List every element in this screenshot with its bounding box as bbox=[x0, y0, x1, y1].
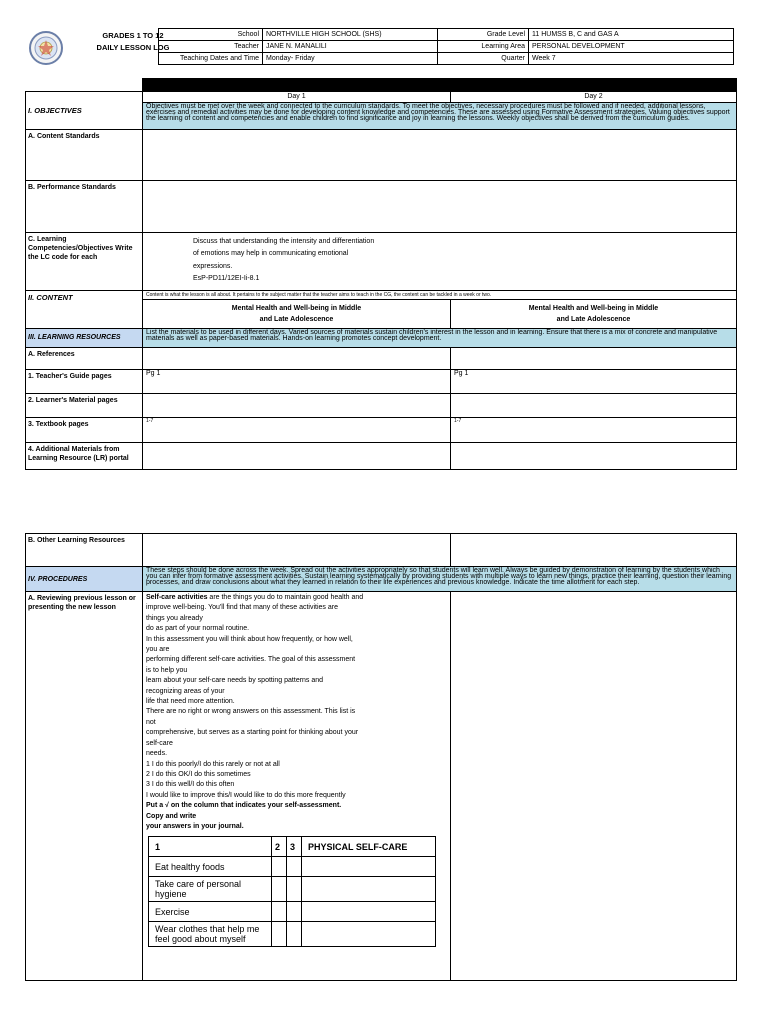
additional-materials-day-2 bbox=[451, 442, 737, 469]
col-header-2: 2 bbox=[272, 837, 287, 857]
teacher-label: Teacher bbox=[159, 41, 263, 53]
intro-line-11: life that need more attention. bbox=[146, 698, 235, 706]
day-1-header: Day 1 bbox=[143, 91, 451, 102]
table-row: Wear clothes that help me feel good about myself bbox=[149, 922, 272, 947]
dates-value: Monday- Friday bbox=[263, 53, 438, 65]
grade-value: 11 HUMSS B, C and GAS A bbox=[529, 29, 734, 41]
teachers-guide-label: 1. Teacher's Guide pages bbox=[26, 369, 143, 393]
header-grid bbox=[158, 28, 734, 65]
content-note: Content is what the lesson is all about. It pertains to the subject matter that the teacher aims to teach in the CG, the content can be tackled in a week or two. bbox=[143, 290, 737, 299]
quarter-label: Quarter bbox=[438, 53, 529, 65]
scale-1: 1 I do this poorly/I do this rarely or not at all bbox=[146, 760, 280, 768]
references-label: A. References bbox=[26, 347, 143, 369]
table-row: Eat healthy foods bbox=[149, 857, 272, 877]
intro-line-5: In this assessment you will think about how frequently, or how well, bbox=[146, 635, 353, 643]
references-day-2 bbox=[451, 347, 737, 369]
performance-standards-cell bbox=[143, 180, 737, 232]
competencies-label: C. Learning Competencies/Objectives Write the LC code for each bbox=[26, 232, 143, 290]
objectives-note: Objectives must be met over the week and connected to the curriculum standards. To meet the objectives, necessary procedures must be followed and if needed, additional lessons, exercises and remedial activities may be done for developing content knowledge and competencies. These are assessed using Formative Assessment strategies. Valuing objectives support the learning of content and competencies and enable children to find significance and joy in learning the lessons. Weekly objectives shall be derived from the curriculum guides. bbox=[143, 102, 737, 129]
intro-line-10: recognizing areas of your bbox=[146, 687, 225, 695]
self-care-table bbox=[148, 836, 436, 947]
scale-improve: I would like to improve this/I would like to do this more frequently bbox=[146, 791, 346, 799]
learners-material-label: 2. Learner's Material pages bbox=[26, 393, 143, 417]
resources-label: III. LEARNING RESOURCES bbox=[26, 328, 143, 347]
topic-day-2-line-1: Mental Health and Well-being in Middle bbox=[528, 304, 659, 312]
lesson-log-header bbox=[25, 28, 735, 68]
textbook-day-2: 1-7 bbox=[451, 417, 737, 442]
competency-line-2: of emotions may help in communicating emotional bbox=[193, 250, 349, 257]
additional-materials-label: 4. Additional Materials from Learning Resource (LR) portal bbox=[26, 442, 143, 469]
content-label: II. CONTENT bbox=[26, 290, 143, 328]
title-line-2: DAILY LESSON LOG bbox=[96, 43, 170, 52]
intro-line-16: needs. bbox=[146, 750, 168, 758]
school-label: School bbox=[159, 29, 263, 41]
textbook-label: 3. Textbook pages bbox=[26, 417, 143, 442]
scale-2: 2 I do this OK/I do this sometimes bbox=[146, 770, 251, 778]
reviewing-day-2 bbox=[451, 592, 737, 981]
quarter-value: Week 7 bbox=[529, 53, 734, 65]
intro-line-14: comprehensive, but serves as a starting point for thinking about your bbox=[146, 729, 359, 737]
other-resources-day-1 bbox=[143, 534, 451, 567]
other-resources-label: B. Other Learning Resources bbox=[26, 534, 143, 567]
teacher-value: JANE N. MANALILI bbox=[263, 41, 438, 53]
procedures-label: IV. PROCEDURES bbox=[26, 567, 143, 592]
area-label: Learning Area bbox=[438, 41, 529, 53]
competency-line-1: Discuss that understanding the intensity and differentiation bbox=[193, 237, 375, 245]
intro-line-7: performing different self-care activities. The goal of this assessment bbox=[146, 656, 356, 664]
references-day-1 bbox=[143, 347, 451, 369]
reviewing-day-1 bbox=[143, 592, 451, 981]
competency-code: EsP-PD11/12EI-Ii-8.1 bbox=[193, 275, 260, 282]
teachers-guide-day-1: Pg 1 bbox=[143, 369, 451, 393]
day-2-header: Day 2 bbox=[451, 91, 737, 102]
content-standards-cell bbox=[143, 129, 737, 180]
scale-3: 3 I do this well/I do this often bbox=[146, 781, 235, 789]
resources-note: List the materials to be used in different days. Varied sources of materials sustain children's interest in the lesson and in learning. Ensure that there is a mix of concrete and manipulative materials as well as paper-based materials. Hands-on learning promotes concept development. bbox=[143, 328, 737, 347]
competency-line-3: expressions. bbox=[193, 262, 233, 270]
content-standards-label: A. Content Standards bbox=[26, 129, 143, 180]
additional-materials-day-1 bbox=[143, 442, 451, 469]
intro-line-3: things you already bbox=[146, 614, 203, 622]
textbook-day-1: 1-7 bbox=[143, 417, 451, 442]
dates-label: Teaching Dates and Time bbox=[159, 53, 263, 65]
intro-line-9: learn about your self-care needs by spotting patterns and bbox=[146, 677, 324, 685]
intro-line-2: improve well-being. You'll find that many of these activities are bbox=[146, 604, 338, 612]
self-care-heading: Self-care activities bbox=[146, 594, 208, 601]
grade-label: Grade Level bbox=[438, 29, 529, 41]
topic-day-2 bbox=[451, 299, 737, 328]
reviewing-label: A. Reviewing previous lesson or presenting the new lesson bbox=[26, 592, 143, 981]
procedures-note: These steps should be done across the week. Spread out the activities appropriately so that students will learn well. Always be guided by demonstration of learning by the students which you can infer from formative assessment activities. Sustain learning systematically by providing students with multiple ways to learn new things, practice their learning, question their learning processes, and draw conclusions about what they learned in relation to their life experiences and previous knowledge. Indicate the time allotment for each step. bbox=[143, 567, 737, 592]
learners-material-day-2 bbox=[451, 393, 737, 417]
intro-line-1: are the things you do to maintain good health and bbox=[207, 594, 364, 601]
objectives-label: I. OBJECTIVES bbox=[26, 91, 143, 129]
instruction-line-1: Put a √ on the column that indicates your self-assessment. bbox=[146, 802, 342, 810]
teachers-guide-day-2: Pg 1 bbox=[451, 369, 737, 393]
learners-material-day-1 bbox=[143, 393, 451, 417]
topic-day-2-line-2: and Late Adolescence bbox=[556, 315, 631, 323]
title-line-1: GRADES 1 TO 12 bbox=[102, 31, 164, 40]
col-header-1: 1 bbox=[149, 837, 272, 857]
lesson-table-page-1 bbox=[25, 78, 737, 470]
lesson-table-page-2 bbox=[25, 533, 737, 981]
topic-day-1-line-2: and Late Adolescence bbox=[259, 315, 334, 323]
header-bar bbox=[143, 79, 737, 92]
topic-day-1-line-1: Mental Health and Well-being in Middle bbox=[231, 304, 362, 312]
instruction-line-3: your answers in your journal. bbox=[146, 822, 244, 830]
intro-line-15: self-care bbox=[146, 739, 173, 747]
table-row: Exercise bbox=[149, 902, 272, 922]
performance-standards-label: B. Performance Standards bbox=[26, 180, 143, 232]
col-header-3: 3 bbox=[287, 837, 302, 857]
area-value: PERSONAL DEVELOPMENT bbox=[529, 41, 734, 53]
intro-line-4: do as part of your normal routine. bbox=[146, 625, 250, 633]
school-value: NORTHVILLE HIGH SCHOOL (SHS) bbox=[263, 29, 438, 41]
topic-day-1 bbox=[143, 299, 451, 328]
intro-line-12: There are no right or wrong answers on this assessment. This list is bbox=[146, 708, 356, 716]
table-row: Take care of personal hygiene bbox=[149, 877, 272, 902]
intro-line-13: not bbox=[146, 718, 156, 726]
intro-line-6: you are bbox=[146, 646, 170, 654]
other-resources-day-2 bbox=[451, 534, 737, 567]
instruction-line-2: Copy and write bbox=[146, 812, 197, 820]
competency-cell bbox=[143, 232, 737, 290]
col-header-physical: PHYSICAL SELF-CARE bbox=[302, 837, 436, 857]
deped-seal-icon bbox=[27, 30, 65, 66]
intro-line-8: is to help you bbox=[146, 666, 188, 674]
